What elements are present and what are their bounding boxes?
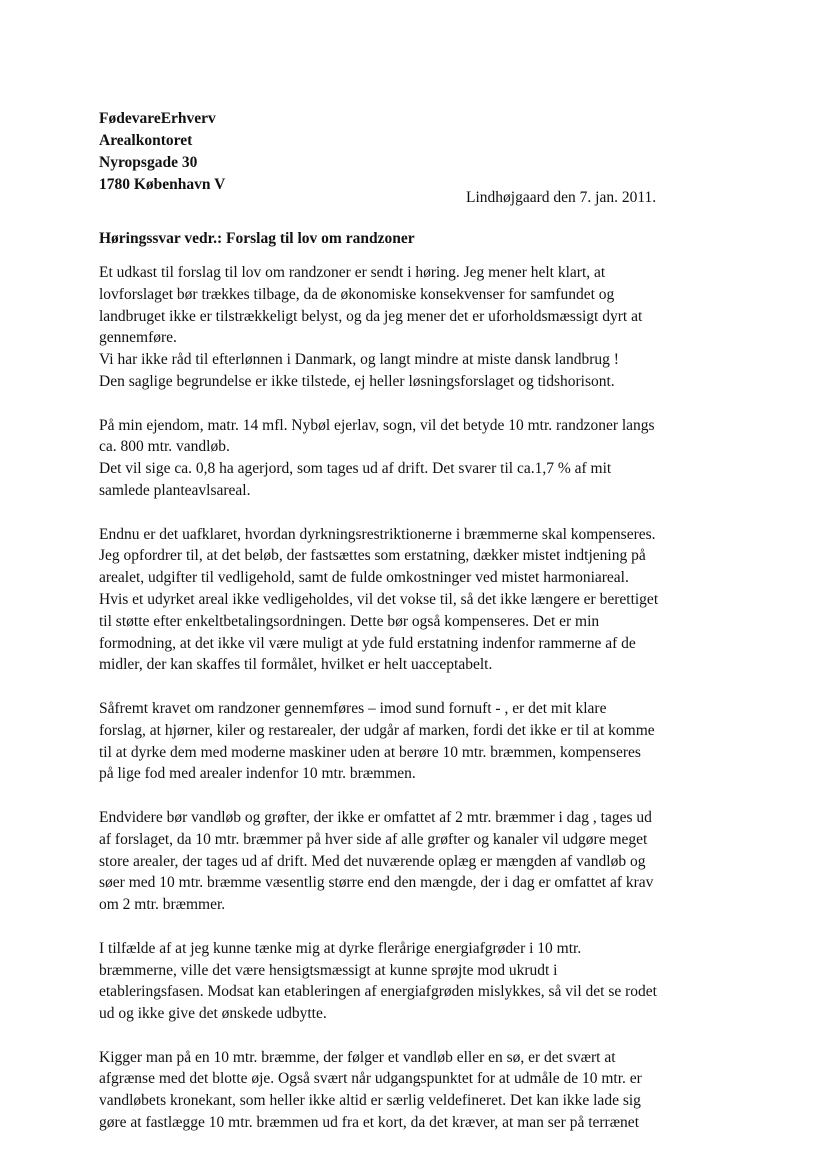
paragraph-1	[99, 262, 699, 393]
text-line: Endvidere bør vandløb og grøfter, der ikke er omfattet af 2 mtr. bræmmer i dag , tages ud	[99, 808, 652, 826]
letter-body	[99, 262, 699, 1156]
text-line: Hvis et udyrket areal ikke vedligeholdes, vil det vokse til, så det ikke længere er berettiget	[99, 590, 659, 608]
text-line: samlede planteavlsareal.	[99, 481, 251, 499]
text-line: I tilfælde af at jeg kunne tænke mig at dyrke flerårige energiafgrøder i 10 mtr.	[99, 939, 582, 957]
text-line: lovforslaget bør trækkes tilbage, da de økonomiske konsekvenser for samfundet og	[99, 285, 615, 303]
text-line: På min ejendom, matr. 14 mfl. Nybøl ejerlav, sogn, vil det betyde 10 mtr. randzoner langs	[99, 416, 655, 434]
letter-date: Lindhøjgaard den 7. jan. 2011.	[466, 189, 657, 206]
paragraph-7	[99, 1047, 699, 1134]
recipient-department: Arealkontoret	[99, 132, 193, 149]
paragraph-2	[99, 415, 699, 502]
text-line: Jeg opfordrer til, at det beløb, der fastsættes som erstatning, dækker mistet indtjening på	[99, 547, 646, 565]
recipient-name: FødevareErhverv	[99, 110, 216, 127]
text-line: ca. 800 mtr. vandløb.	[99, 438, 230, 456]
text-line: Endnu er det uafklaret, hvordan dyrkningsrestriktionerne i bræmmerne skal kompenseres.	[99, 525, 656, 543]
text-line: landbruget ikke er tilstrækkeligt belyst, og da jeg mener det er uforholdsmæssigt dyrt at	[99, 307, 643, 325]
text-line: midler, der kan skaffes til formålet, hvilket er helt uacceptabelt.	[99, 656, 493, 674]
text-line: Den saglige begrundelse er ikke tilstede, ej heller løsningsforslaget og tidshorisont.	[99, 372, 615, 390]
text-line: Såfremt kravet om randzoner gennemføres – imod sund fornuft - , er det mit klare	[99, 699, 607, 717]
text-line: Et udkast til forslag til lov om randzoner er sendt i høring. Jeg mener helt klart, at	[99, 264, 606, 281]
text-line: arealet, udgifter til vedligehold, samt de fulde omkostninger ved mistet harmoniareal.	[99, 569, 629, 587]
text-line: bræmmerne, ville det være hensigtsmæssigt at kunne sprøjte mod ukrudt i	[99, 961, 558, 979]
paragraph-4	[99, 698, 699, 785]
text-line: ud og ikke give det ønskede udbytte.	[99, 1005, 327, 1023]
paragraph-6	[99, 938, 699, 1025]
text-line: formodning, at det ikke vil være muligt at yde fuld erstatning indenfor rammerne af de	[99, 634, 636, 652]
recipient-city: 1780 København V	[99, 176, 226, 193]
text-line: om 2 mtr. bræmmer.	[99, 896, 226, 914]
text-line: Vi har ikke råd til efterlønnen i Danmark, og langt mindre at miste dansk landbrug !	[99, 351, 619, 369]
text-line: Kigger man på en 10 mtr. bræmme, der følger et vandløb eller en sø, er det svært at	[99, 1048, 616, 1066]
text-line: forslag, at hjørner, kiler og restarealer, der udgår af marken, fordi det ikke er til at komme	[99, 721, 655, 739]
recipient-street: Nyropsgade 30	[99, 154, 198, 171]
text-line: gøre at fastlægge 10 mtr. bræmmen ud fra et kort, da det kræver, at man ser på terrænet	[99, 1114, 639, 1132]
paragraph-5	[99, 807, 699, 916]
paragraph-3	[99, 524, 699, 677]
text-line: af forslaget, da 10 mtr. bræmmer på hver side af alle grøfter og kanaler vil udgøre meget	[99, 830, 648, 848]
text-line: til at dyrke dem med moderne maskiner uden at berøre 10 mtr. bræmmen, kompenseres	[99, 743, 641, 761]
text-line: Det vil sige ca. 0,8 ha agerjord, som tages ud af drift. Det svarer til ca.1,7 % af mit	[99, 460, 612, 478]
text-line: afgrænse med det blotte øje. Også svært når udgangspunktet for at udmåle de 10 mtr. er	[99, 1070, 642, 1088]
recipient-address	[99, 108, 225, 196]
text-line: til støtte efter enkeltbetalingsordningen. Dette bør også kompenseres. Det er min	[99, 612, 600, 630]
text-line: gennemføre.	[99, 329, 177, 347]
text-line: søer med 10 mtr. bræmme væsentlig større end den mængde, der i dag er omfattet af krav	[99, 874, 654, 892]
text-line: vandløbets kronekant, som heller ikke altid er særlig veldefineret. Det kan ikke lade sig	[99, 1092, 641, 1110]
letter-subject: Høringssvar vedr.: Forslag til lov om randzoner	[99, 230, 415, 247]
text-line: etableringsfasen. Modsat kan etableringen af energiafgrøden mislykkes, så vil det se rodet	[99, 983, 657, 1001]
text-line: på lige fod med arealer indenfor 10 mtr. bræmmen.	[99, 765, 416, 783]
text-line: store arealer, der tages ud af drift. Med det nuværende oplæg er mængden af vandløb og	[99, 852, 646, 870]
